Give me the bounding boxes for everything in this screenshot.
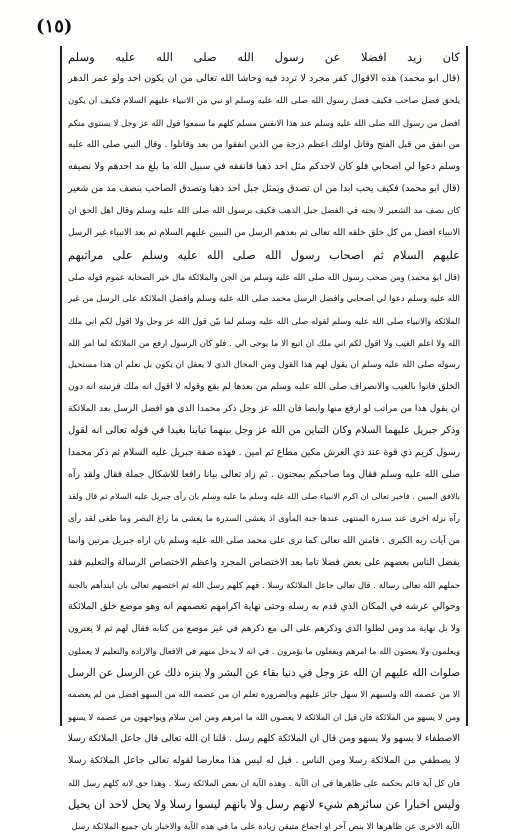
text-line: كان زيد افضلا عن رسول الله صلى الله عليه وسلم — [68, 50, 460, 64]
text-line: يفضل الناس بعضهم على بعض فضلا تاما بعد الاختصاص المجرد واعظم الاختصاص الرسالة والتعليم فقد — [68, 557, 460, 568]
text-line: ومن لا يسهو من الملائكة فان قيل ان الملائكة لا يعصون الله ما امرهم ومن امن سلام ويواجهون من عصمه لا يسهو — [68, 712, 460, 722]
text-line: الخلق فاتوا بالغيب والانصراف صلى الله عليه وسلم من بعدها لم يقع وقوله لا اقول انه ملك فرتبته انه دون — [68, 382, 460, 392]
text-line: عليهم السلام ثم اصحاب رسول الله صلى الله عليه وسلم على مراتبهم — [68, 248, 460, 262]
text-line: من انفق من قبل الفتح وقاتل اولئك اعظم درجة من الذين انفقوا من بعد وقاتلوا . وقال النبي صلى الله عليه — [68, 140, 460, 150]
body-text — [68, 46, 460, 838]
text-line: ويعلمون ولا يعصون الله ما امرهم ويفعلون ما يؤمرون . في انه لا يدخل منهم في الافعال والارادة والتعليم لا يعملون — [68, 646, 460, 656]
text-line: وذكر جبريل عليهما السلام وكان التباين من الله عز وجل بينهما تباينا بعيدا في قوله تعالى انه لقول — [68, 425, 460, 436]
text-line: رسول كريم ذي قوة عند ذي العرش مكين مطاع ثم امين . فهذه صفة جبريل عليه السلام ثم ذكر محمدا — [68, 447, 460, 458]
text-line: الاصطفاء لا يسهو ولا يسهو ومن قال ان الملائكة كلهم رسل . قلنا ان الله تعالى قال جاعل الملائكة رسلا — [67, 733, 460, 744]
text-line: يلحق فضل صاحب فكيف فضل رسول الله صلى الله عليه وسلم او نبي من الانبياء عليهم السلام فكيف ان يكون — [68, 96, 460, 106]
text-line: وليس اخبارا عن سائرهم شيء لانهم رسل ولا بانهم ليسوا رسلا ولا يحل لاحد ان يحيل — [68, 798, 460, 811]
text-line: (قال ابو محمد) فكيف يحب ابدا من ان تصدق ويمثل جبل احد ذهبا وتصدق الصاحب بنصف مد من شعير — [68, 183, 460, 194]
text-line: كان نصف مد الشعير لا بحته في الفضل جبل الذهب فكيف برسول الله صلى الله عليه وسلم وقال اهل الحق ان — [68, 206, 460, 216]
text-line: حملهم الله تعالى رسالة . قال تعالى جاعل الملائكة رسلا . فهم كلهم رسل الله ثم اختصهم تعالى بان ابتدأهم بالجنة — [68, 580, 460, 590]
text-line: الا من عصمه الله ولسيهم الا سهل جائز عليهم وبالضرورة تعلم ان من عصمه الله من السهو افضل من لم يعصمه — [67, 690, 460, 700]
text-line: صلى الله عليه وسلم فقال وما صاحبكم بمجنون . ثم زاد تعالى بيانا رافعا للاشكال جملة فقال ولقد رآه — [68, 469, 460, 480]
text-line: رآه نزلة اخرى عند سدرة المنتهى عندها جنة المأوى اذ يغشى السدرة ما يغشى ما زاغ البصر وما طغى لقد رأى — [68, 514, 460, 524]
text-line: بالافق المبين . فاخبر تعالى ان اكرم الانبياء صلى الله عليه وسلم ما عليه وسلم بان رأى جبريل عليه السلام ثم قال ولقد — [68, 492, 460, 501]
text-line: ولا بل نهاية مد ومن لطلوا الذي وذكرهم على الى مع ذكرهم في غير موضع من كتابه فقال لهم ثم لا يعترون — [68, 624, 460, 634]
text-line: ان يقول هذا من مراتب لو ارفع منها وايضا فان الله عز وجل ذكر محمدا الذي هو افضل الرسل بعد الملائكة — [68, 404, 460, 414]
text-line: الله ولا اعلم الغيب ولا اقول لكم اني ملك ان اتبع الا ما يوحى الي . فلو كان الرسول ارفع من الملائكة لما امر الله — [68, 338, 460, 348]
text-line: لا يصطفي من الملائكة رسلا ومن الناس . قيل له ليس هذا معارضا لقوله تعالى جاعل الملائكة رسلا — [68, 755, 460, 766]
text-line: افضل من رسول الله صلى الله عليه وسلم عند هذا الانفس مسلم كلهم ما سمعوا قول الله عز وجل لا يستوي منكم — [68, 118, 460, 128]
text-line: (قال ابو محمد) ومن صحب رسول الله صلى الله عليه وسلم من الجن والملائكة مال خير الصحابة عموم قوله صلى — [68, 272, 460, 282]
text-frame — [60, 46, 468, 832]
text-line: الانبياء افضل من كل خلق خلقه الله تعالى ثم بعدهم الرسل من النبيين عليهم السلام ثم بعد الانبياء غير الرسل — [68, 228, 460, 238]
page-number: (١٥) — [36, 16, 73, 37]
text-line: من آيات ربه الكبرى . فامتن الله تعالى كما ترى على محمد صلى الله عليه وسلم بان اراه جبريل مرتين وانما — [68, 536, 460, 546]
text-line: رسوله صلى الله عليه وسلم ان يقول لهم هذا القول ومن المحال الذي لا يعقل ان يكون بل نعلم ان هذا مستحيل — [68, 360, 460, 370]
text-line: وحوالي عرشه في المكان الذي قدم به رسله وحتى نهاية اكرامهم تعصمهم انه وهو موضع خلق الملائكة — [68, 601, 460, 612]
text-line: الله عليه وسلم دعوا لي اصحابي وافضل الرسل محمد صلى الله عليه وسلم وافضل الملائكة على الرسل من غير — [68, 294, 460, 304]
text-line: وسلم دعوا لي اصحابي فلو كان لاحدكم مثل احد ذهبا فانفقه في سبيل الله ما بلغ مد احدهم ولا نصيفه — [68, 161, 460, 172]
text-line: فان كل آية قائم بحكمه على ظاهرها في ان الآية . وهذه الآية ان بعض الملائكة رسلا . وهذا حق لانه كلهم رسل الله — [68, 778, 460, 788]
text-line: (قال ابو محمد) هذه الاقوال كفر مجرد لا تردد فيه وحاشا الله تعالى من ان يكون احد ولو عمر الدهر — [68, 73, 460, 84]
text-line: الآية الاخرى عن ظاهرها الا بنص آخر او اجماع متيقن زيادة على ما في هذه الآية والاخبار بان جميع الملائكة رسل — [71, 822, 460, 832]
text-line: صلوات الله عليهم ان الله عز وجل في دنيا بقاء عن البشر ولا ينزه ذلك عن الرسل عن الرسل — [67, 667, 460, 679]
text-line: الملائكة والانبياء صلى الله عليه وسلم لقوله صلى الله عليه وسلم لما بيّن قول الله عز وجل ولا اقول لكم اني ملك — [68, 316, 460, 326]
